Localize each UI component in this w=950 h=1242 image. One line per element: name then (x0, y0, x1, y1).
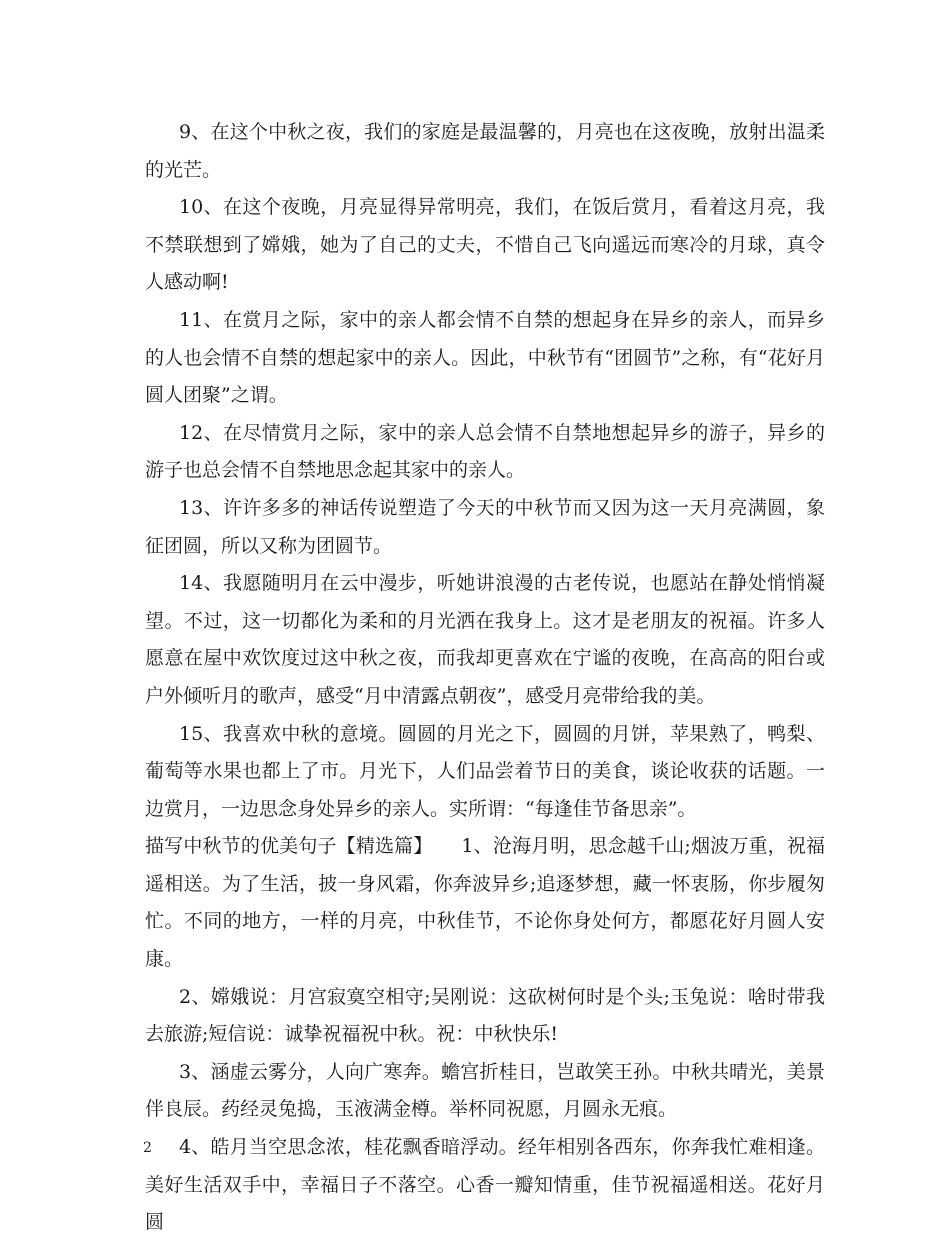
paragraph-3: 3、涵虚云雾分，人向广寒奔。蟾宫折桂日，岂敢笑王孙。中秋共晴光，美景伴良辰。药经灵兔捣，玉液满金樽。举杯同祝愿，月圆永无痕。 (145, 1060, 825, 1121)
paragraph-4: 4、皓月当空思念浓，桂花飘香暗浮动。经年相别各西东，你奔我忙难相逢。美好生活双手中，幸福日子不落空。心香一瓣知情重，佳节祝福遥相送。花好月圆 (145, 1136, 825, 1234)
page-number: 2 (143, 1140, 152, 1156)
paragraph-10: 10、在这个夜晚，月亮显得异常明亮，我们，在饭后赏月，看着这月亮，我不禁联想到了嫦娥，她为了自己的丈夫，不惜自己飞向遥远而寒冷的月球，真令人感动啊! (145, 196, 825, 294)
document-body (145, 114, 825, 1242)
paragraph-2: 2、嫦娥说：月宫寂寞空相守;吴刚说：这砍树何时是个头;玉兔说：啥时带我去旅游;短信说：诚挚祝福祝中秋。祝：中秋快乐! (145, 985, 825, 1046)
paragraph-13: 13、许许多多的神话传说塑造了今天的中秋节而又因为这一天月亮满圆，象征团圆，所以又称为团圆节。 (145, 496, 825, 557)
section-heading-paragraph: 描写中秋节的优美句子【精选篇】 1、沧海月明，思念越千山;烟波万重，祝福遥相送。为了生活，披一身风霜，你奔波异乡;追逐梦想，藏一怀衷肠，你步履匆忙。不同的地方，一样的月亮，中秋佳节，不论你身处何方，都愿花好月圆人安康。 (145, 835, 825, 971)
paragraph-12: 12、在尽情赏月之际，家中的亲人总会情不自禁地想起异乡的游子，异乡的游子也总会情不自禁地思念起其家中的亲人。 (145, 421, 825, 482)
paragraph-9: 9、在这个中秋之夜，我们的家庭是最温馨的，月亮也在这夜晚，放射出温柔的光芒。 (145, 121, 825, 181)
paragraph-11: 11、在赏月之际，家中的亲人都会情不自禁的想起身在异乡的亲人，而异乡的人也会情不自禁的想起家中的亲人。因此，中秋节有“团圆节”之称，有“花好月圆人团聚”之谓。 (145, 308, 825, 407)
paragraph-15: 15、我喜欢中秋的意境。圆圆的月光之下，圆圆的月饼，苹果熟了，鸭梨、葡萄等水果也都上了市。月光下，人们品尝着节日的美食，谈论收获的话题。一边赏月，一边思念身处异乡的亲人。实所谓：“每逢佳节备思亲”。 (145, 722, 825, 820)
paragraph-14: 14、我愿随明月在云中漫步，听她讲浪漫的古老传说，也愿站在静处悄悄凝望。不过，这一切都化为柔和的月光洒在我身上。这才是老朋友的祝福。许多人愿意在屋中欢饮度过这中秋之夜，而我却更喜欢在宁谧的夜晚，在高高的阳台或户外倾听月的歌声，感受“月中清露点朝夜”，感受月亮带给我的美。 (145, 572, 825, 707)
